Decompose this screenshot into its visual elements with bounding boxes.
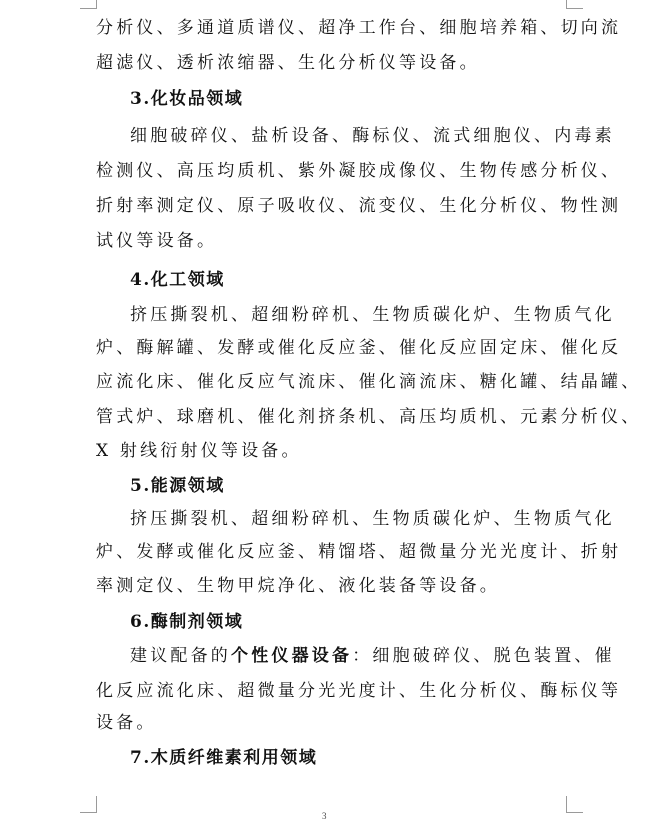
page-number: 3: [322, 811, 327, 821]
crop-mark: [80, 0, 97, 9]
section-heading-enzyme: 6.酶制剂领域: [130, 612, 244, 632]
paragraph-line: 管式炉、球磨机、催化剂挤条机、高压均质机、元素分析仪、: [96, 407, 642, 427]
section-heading-cosmetics: 3.化妆品领域: [130, 89, 244, 109]
paragraph-line: 分析仪、多通道质谱仪、超净工作台、细胞培养箱、切向流: [96, 18, 622, 38]
paragraph-line: 试仪等设备。: [96, 231, 218, 251]
paragraph-line: 应流化床、催化反应气流床、催化滴流床、糖化罐、结晶罐、: [96, 372, 642, 392]
emphasis-text: 个性仪器设备: [231, 646, 353, 666]
crop-mark: [80, 796, 97, 813]
paragraph-line: 细胞破碎仪、盐析设备、酶标仪、流式细胞仪、内毒素: [130, 126, 615, 146]
paragraph-line: 炉、酶解罐、发酵或催化反应釜、催化反应固定床、催化反: [96, 338, 622, 358]
paragraph-line: 挤压撕裂机、超细粉碎机、生物质碳化炉、生物质气化: [130, 305, 615, 325]
crop-mark: [566, 796, 583, 813]
section-heading-chemical: 4.化工领域: [130, 270, 225, 290]
paragraph-line: [96, 639, 615, 673]
paragraph-line: X 射线衍射仪等设备。: [96, 441, 302, 461]
paragraph-line: 折射率测定仪、原子吸收仪、流变仪、生化分析仪、物性测: [96, 196, 622, 216]
paragraph-line: 设备。: [96, 713, 157, 733]
paragraph-line: 炉、发酵或催化反应釜、精馏塔、超微量分光光度计、折射: [96, 542, 622, 562]
paragraph-text: ：细胞破碎仪、脱色装置、催: [352, 646, 615, 666]
paragraph-line: 超滤仪、透析浓缩器、生化分析仪等设备。: [96, 53, 480, 73]
section-heading-lignocellulose: 7.木质纤维素利用领域: [130, 748, 318, 768]
paragraph-line: 挤压撕裂机、超细粉碎机、生物质碳化炉、生物质气化: [130, 509, 615, 529]
paragraph-text: 建议配备的: [130, 646, 231, 666]
paragraph-line: 检测仪、高压均质机、紫外凝胶成像仪、生物传感分析仪、: [96, 161, 622, 181]
section-heading-energy: 5.能源领域: [130, 476, 225, 496]
paragraph-line: 率测定仪、生物甲烷净化、液化装备等设备。: [96, 576, 500, 596]
paragraph-line: 化反应流化床、超微量分光光度计、生化分析仪、酶标仪等: [96, 681, 622, 701]
crop-mark: [566, 0, 583, 9]
